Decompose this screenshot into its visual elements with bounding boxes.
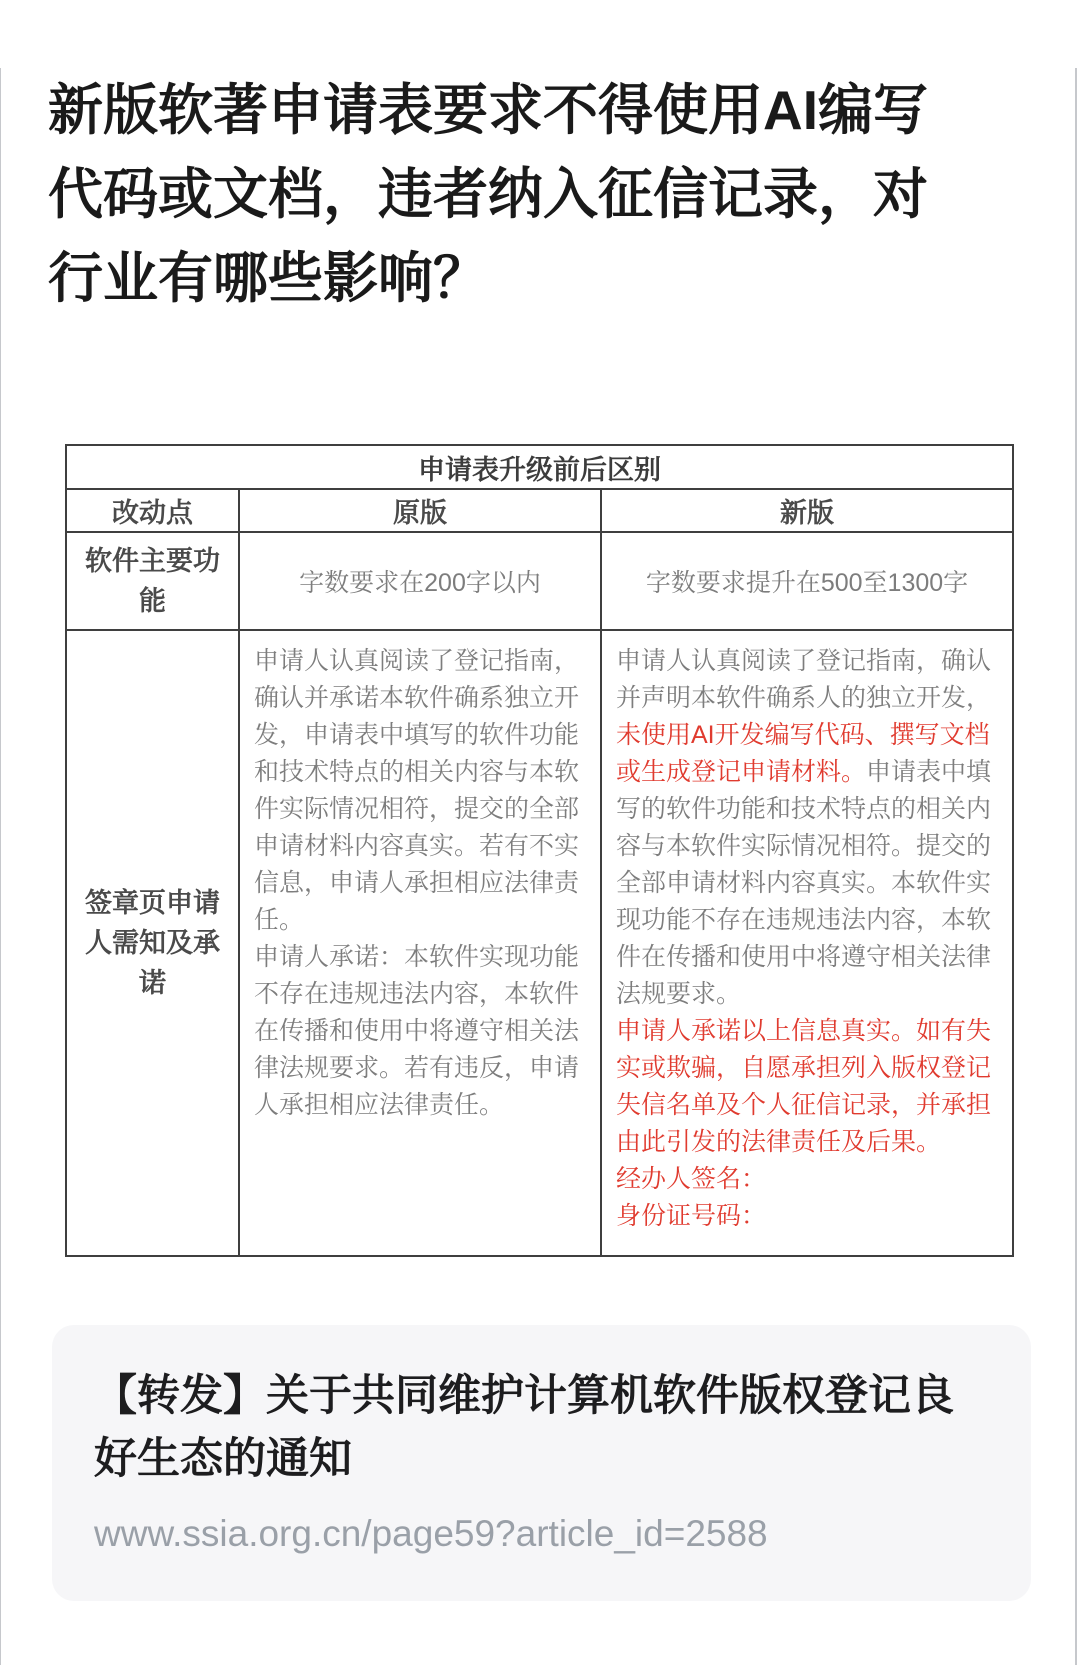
link-card-url: www.ssia.org.cn/page59?article_id=2588: [94, 1513, 768, 1554]
page-right-edge-line: [1075, 68, 1077, 1665]
table-caption: 申请表升级前后区别: [66, 445, 1013, 489]
column-header-original-version: 原版: [239, 489, 601, 532]
cell-signature-new: 申请人认真阅读了登记指南，确认并声明本软件确系人的独立开发，未使用AI开发编写代码、撰写文档或生成登记申请材料。申请表中填写的软件功能和技术特点的相关内容与本软件实际情况相符。提交的全部申请材料内容真实。本软件实现功能不存在违规违法内容，本软件在传播和使用中将遵守相关法律法规要求。 申请人承诺以上信息真实。如有失实或欺骗，自愿承担列入版权登记失信名单及个人征信记录，并承担由此引发的法律责任及后果。 经办人签名： 身份证号码：: [601, 630, 1013, 1256]
row-label-signature-page: 签章页申请人需知及承诺: [66, 630, 239, 1256]
cell-main-function-original: 字数要求在200字以内: [239, 532, 601, 630]
column-header-change-point: 改动点: [66, 489, 239, 532]
row-label-main-function: 软件主要功能: [66, 532, 239, 630]
comparison-table: [65, 444, 1014, 1257]
cell-main-function-new: 字数要求提升在500至1300字: [601, 532, 1013, 630]
table-row: [66, 630, 1013, 1256]
page-left-edge-line: [0, 68, 1, 1665]
table-caption-row: [66, 445, 1013, 489]
column-header-new-version: 新版: [601, 489, 1013, 532]
table-header-row: [66, 489, 1013, 532]
link-card-title: 【转发】关于共同维护计算机软件版权登记良好生态的通知: [94, 1372, 954, 1483]
question-title: 新版软著申请表要求不得使用AI编写代码或文档，违者纳入征信记录，对行业有哪些影响？: [48, 79, 929, 309]
cell-signature-original: 申请人认真阅读了登记指南，确认并承诺本软件确系独立开发，申请表中填写的软件功能和技术特点的相关内容与本软件实际情况相符，提交的全部申请材料内容真实。若有不实信息，申请人承担相应法律责任。 申请人承诺：本软件实现功能不存在违规违法内容，本软件在传播和使用中将遵守相关法律法规要求。若有违反，申请人承担相应法律责任。: [239, 630, 601, 1256]
link-preview-card[interactable]: [52, 1325, 1031, 1601]
table-row: [66, 532, 1013, 630]
